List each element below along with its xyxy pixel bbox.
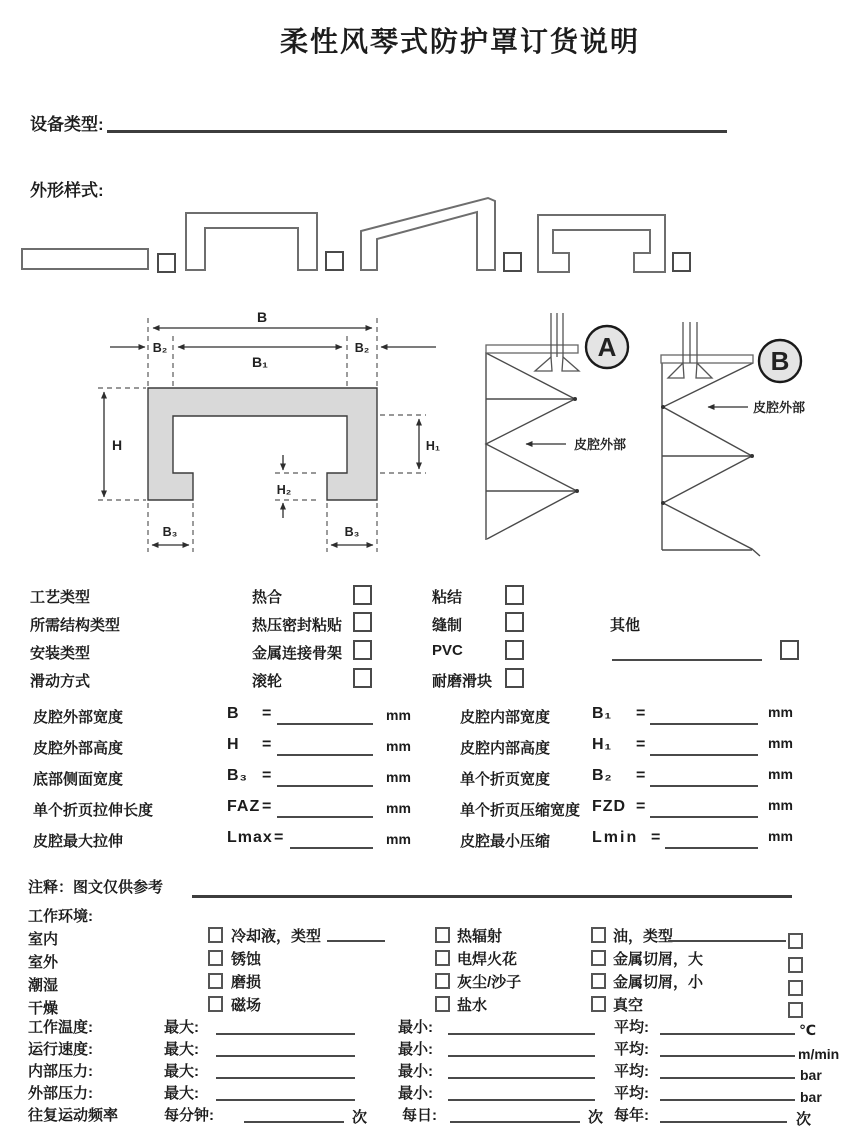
- int-pressure-min-input-line[interactable]: [448, 1063, 595, 1079]
- equals-sign: =: [262, 705, 273, 722]
- dim-row-label: 皮腔外部宽度: [33, 709, 124, 726]
- mounting-plate-b: [661, 355, 753, 363]
- option-label-bonding: 粘结: [432, 589, 463, 606]
- dim-symbol-FZD: FZD: [592, 798, 627, 815]
- dim-input-line-FZD[interactable]: [650, 802, 758, 818]
- checkbox-sewing[interactable]: [505, 612, 524, 632]
- profile-checkbox-u-flanged[interactable]: [672, 252, 691, 272]
- unit-mm: mm: [386, 769, 411, 785]
- dim-input-line-B2[interactable]: [650, 771, 758, 787]
- dim-row-label: 皮腔最大拉伸: [33, 833, 124, 850]
- env-side-label-outdoor: 室外: [28, 954, 59, 971]
- temp-avg-input-line[interactable]: [660, 1019, 795, 1035]
- dim-symbol-Lmin: Lmin: [592, 829, 639, 846]
- cross-section-shape: [148, 388, 377, 500]
- dim-symbol-B1: B₁: [592, 705, 613, 722]
- speed-avg-input-line[interactable]: [660, 1041, 795, 1057]
- env-checkbox-oil[interactable]: [591, 927, 606, 943]
- page-title: 柔性风琴式防护罩订货说明: [280, 26, 641, 57]
- profile-checkbox-u[interactable]: [325, 251, 344, 271]
- note-label: 注释：图文仅供参考: [28, 879, 164, 896]
- dim-input-line-H[interactable]: [277, 740, 373, 756]
- dim-symbol-H1: H₁: [592, 736, 613, 753]
- max-label: 最大:: [164, 1019, 199, 1036]
- bellows-outside-label-a: 皮腔外部: [574, 437, 627, 452]
- env-label-rust: 锈蚀: [231, 951, 262, 968]
- unit-bar: bar: [800, 1067, 822, 1083]
- max-label: 最大:: [164, 1041, 199, 1058]
- speed-max-input-line[interactable]: [216, 1041, 355, 1057]
- temp-max-input-line[interactable]: [216, 1019, 355, 1035]
- checkbox-heat-seal[interactable]: [353, 585, 372, 605]
- env-label-weld-sparks: 电焊火花: [457, 951, 518, 968]
- env-checkbox-chips-large[interactable]: [591, 950, 606, 966]
- bellows-zigzag-a: [486, 352, 577, 540]
- env-checkbox-indoor[interactable]: [788, 933, 803, 949]
- env-checkbox-humid[interactable]: [788, 980, 803, 996]
- env-checkbox-weld-sparks[interactable]: [435, 950, 450, 966]
- env-checkbox-magnetic[interactable]: [208, 996, 223, 1012]
- ext-pressure-avg-input-line[interactable]: [660, 1085, 795, 1101]
- int-pressure-max-input-line[interactable]: [216, 1063, 355, 1079]
- unit-mm: mm: [386, 738, 411, 754]
- unit-mm: mm: [386, 707, 411, 723]
- dim-symbol-H: H: [227, 736, 240, 753]
- env-checkbox-abrasion[interactable]: [208, 973, 223, 989]
- checkbox-other[interactable]: [780, 640, 799, 660]
- equals-sign: =: [262, 767, 273, 784]
- env-checkbox-coolant[interactable]: [208, 927, 223, 943]
- max-label: 最大:: [164, 1085, 199, 1102]
- flat-cover-profile-icon: [22, 249, 148, 269]
- profile-checkbox-slanted[interactable]: [503, 252, 522, 272]
- dim-input-line-Lmax[interactable]: [290, 833, 373, 849]
- env-label-coolant: 冷却液，类型: [231, 928, 322, 945]
- dim-row-label: 皮腔外部高度: [33, 740, 124, 757]
- checkbox-pvc[interactable]: [505, 640, 524, 660]
- option-label-wear-pad: 耐磨滑块: [432, 673, 493, 690]
- shape-style-label: 外形样式:: [30, 181, 104, 200]
- unit-mm: mm: [768, 735, 793, 751]
- equals-sign: =: [636, 767, 647, 784]
- avg-label: 平均:: [614, 1041, 649, 1058]
- env-checkbox-dry[interactable]: [788, 1002, 803, 1018]
- equals-sign: =: [274, 829, 285, 846]
- slanted-cover-profile-icon: [361, 198, 495, 270]
- env-checkbox-chips-small[interactable]: [591, 973, 606, 989]
- option-label-pvc: PVC: [432, 642, 463, 659]
- env-checkbox-vacuum[interactable]: [591, 996, 606, 1012]
- bellows-outside-label-b: 皮腔外部: [753, 400, 806, 415]
- dim-label-b: B: [256, 309, 268, 325]
- per-day-label: 每日:: [402, 1107, 437, 1124]
- unit-times: 次: [588, 1109, 604, 1126]
- option-label-metal-frame: 金属连接骨架: [252, 645, 343, 662]
- per-minute-label: 每分钟:: [164, 1107, 214, 1124]
- coolant-type-input-line[interactable]: [327, 928, 385, 942]
- dim-symbol-Lmax: Lmax: [227, 829, 273, 846]
- profile-drawings: [0, 0, 845, 300]
- env-checkbox-dust-sand[interactable]: [435, 973, 450, 989]
- dim-label-b1: B₁: [252, 354, 268, 370]
- dim-label-b2-left: B₂: [152, 341, 168, 355]
- unit-times: 次: [352, 1109, 368, 1126]
- avg-label: 平均:: [614, 1085, 649, 1102]
- unit-celsius: ℃: [799, 1022, 816, 1038]
- unit-mm: mm: [386, 800, 411, 816]
- condition-row-label-external-pressure: 外部压力:: [28, 1085, 93, 1102]
- dim-label-h1: H₁: [425, 439, 441, 453]
- unit-mm: mm: [386, 831, 411, 847]
- option-row-label-mounting: 安装类型: [30, 645, 91, 662]
- unit-mm: mm: [768, 828, 793, 844]
- equals-sign: =: [636, 705, 647, 722]
- dim-row-label: 皮腔内部高度: [460, 740, 551, 757]
- unit-mm: mm: [768, 704, 793, 720]
- equals-sign: =: [636, 736, 647, 753]
- dim-input-line-B1[interactable]: [650, 709, 758, 725]
- avg-label: 平均:: [614, 1019, 649, 1036]
- dim-label-h2: H₂: [276, 483, 292, 497]
- oil-type-input-line[interactable]: [668, 928, 786, 942]
- dim-input-line-FAZ[interactable]: [277, 802, 373, 818]
- option-label-heat-seal: 热合: [252, 589, 283, 606]
- checkbox-bonding[interactable]: [505, 585, 524, 605]
- device-type-label: 设备类型:: [30, 115, 104, 134]
- environment-title: 工作环境:: [28, 908, 93, 925]
- bellows-diagram-a: [463, 306, 643, 564]
- u-cover-profile-icon: [186, 213, 317, 270]
- env-label-chips-small: 金属切屑，小: [613, 974, 704, 991]
- cycles-per-day-input-line[interactable]: [450, 1107, 580, 1123]
- dim-input-line-B[interactable]: [277, 709, 373, 725]
- other-input-line[interactable]: [612, 643, 762, 661]
- dim-label-b3-right: B₃: [344, 525, 360, 539]
- min-label: 最小:: [398, 1063, 433, 1080]
- equals-sign: =: [262, 798, 273, 815]
- condition-row-label-temp: 工作温度:: [28, 1019, 93, 1036]
- env-checkbox-heat-radiation[interactable]: [435, 927, 450, 943]
- variant-a-letter: A: [597, 332, 617, 362]
- equals-sign: =: [651, 829, 662, 846]
- dim-input-line-Lmin[interactable]: [665, 833, 758, 849]
- checkbox-hot-press[interactable]: [353, 612, 372, 632]
- unit-m-min: m/min: [798, 1046, 840, 1062]
- max-label: 最大:: [164, 1063, 199, 1080]
- bellows-diagram-b: [643, 306, 833, 568]
- env-side-label-humid: 潮湿: [28, 977, 59, 994]
- screw-icon: [668, 322, 712, 378]
- checkbox-wear-pad[interactable]: [505, 668, 524, 688]
- dim-row-label: 单个折页压缩宽度: [460, 802, 581, 819]
- note-input-line[interactable]: [192, 878, 792, 898]
- ext-pressure-min-input-line[interactable]: [448, 1085, 595, 1101]
- per-year-label: 每年:: [614, 1107, 649, 1124]
- other-label: 其他: [610, 617, 641, 634]
- min-label: 最小:: [398, 1019, 433, 1036]
- dim-label-b3-left: B₃: [162, 525, 178, 539]
- option-row-label-structure: 所需结构类型: [30, 617, 121, 634]
- env-label-oil: 油，类型: [613, 928, 674, 945]
- int-pressure-avg-input-line[interactable]: [660, 1063, 795, 1079]
- unit-mm: mm: [768, 797, 793, 813]
- condition-row-label-speed: 运行速度:: [28, 1041, 93, 1058]
- mounting-plate-a: [486, 345, 578, 353]
- env-label-salt-water: 盐水: [457, 997, 488, 1014]
- dim-label-b2-right: B₂: [354, 341, 370, 355]
- dim-row-label: 单个折页宽度: [460, 771, 551, 788]
- unit-mm: mm: [768, 766, 793, 782]
- option-label-sewing: 缝制: [432, 617, 463, 634]
- env-checkbox-outdoor[interactable]: [788, 957, 803, 973]
- unit-bar: bar: [800, 1089, 822, 1105]
- condition-row-label-internal-pressure: 内部压力:: [28, 1063, 93, 1080]
- env-label-abrasion: 磨损: [231, 974, 262, 991]
- profile-checkbox-flat[interactable]: [157, 253, 176, 273]
- cycles-per-year-input-line[interactable]: [660, 1107, 787, 1123]
- dim-row-label: 单个折页拉伸长度: [33, 802, 154, 819]
- env-label-heat-radiation: 热辐射: [457, 928, 503, 945]
- env-label-vacuum: 真空: [613, 997, 644, 1014]
- bellows-zigzag-b: [662, 355, 760, 556]
- dim-input-line-B3[interactable]: [277, 771, 373, 787]
- dim-input-line-H1[interactable]: [650, 740, 758, 756]
- variant-b-letter: B: [770, 346, 790, 376]
- env-side-label-dry: 干燥: [28, 1000, 59, 1017]
- dim-row-label: 皮腔内部宽度: [460, 709, 551, 726]
- dim-row-label: 皮腔最小压缩: [460, 833, 551, 850]
- cycles-per-minute-input-line[interactable]: [244, 1107, 344, 1123]
- equals-sign: =: [262, 736, 273, 753]
- ext-pressure-max-input-line[interactable]: [216, 1085, 355, 1101]
- env-side-label-indoor: 室内: [28, 931, 59, 948]
- option-row-label-process: 工艺类型: [30, 589, 91, 606]
- dim-row-label: 底部侧面宽度: [33, 771, 124, 788]
- screw-icon: [535, 313, 579, 371]
- condition-row-label-cycle-frequency: 往复运动频率: [28, 1107, 119, 1124]
- dim-symbol-B2: B₂: [592, 767, 613, 784]
- min-label: 最小:: [398, 1085, 433, 1102]
- temp-min-input-line[interactable]: [448, 1019, 595, 1035]
- env-label-dust-sand: 灰尘/沙子: [457, 974, 522, 991]
- dim-symbol-B: B: [227, 705, 240, 722]
- option-row-label-sliding: 滑动方式: [30, 673, 91, 690]
- option-label-hot-press: 热压密封粘贴: [252, 617, 343, 634]
- env-checkbox-salt-water[interactable]: [435, 996, 450, 1012]
- env-label-chips-large: 金属切屑，大: [613, 951, 704, 968]
- cross-section-diagram: [93, 306, 441, 564]
- avg-label: 平均:: [614, 1063, 649, 1080]
- env-label-magnetic: 磁场: [231, 997, 262, 1014]
- dim-label-h: H: [111, 437, 123, 453]
- speed-min-input-line[interactable]: [448, 1041, 595, 1057]
- u-flanged-cover-profile-icon: [538, 215, 665, 272]
- equals-sign: =: [636, 798, 647, 815]
- checkbox-rollers[interactable]: [353, 668, 372, 688]
- option-label-rollers: 滚轮: [252, 673, 283, 690]
- min-label: 最小:: [398, 1041, 433, 1058]
- env-checkbox-rust[interactable]: [208, 950, 223, 966]
- dim-symbol-B3: B₃: [227, 767, 248, 784]
- checkbox-metal-frame[interactable]: [353, 640, 372, 660]
- unit-times: 次: [796, 1111, 812, 1128]
- dim-symbol-FAZ: FAZ: [227, 798, 261, 815]
